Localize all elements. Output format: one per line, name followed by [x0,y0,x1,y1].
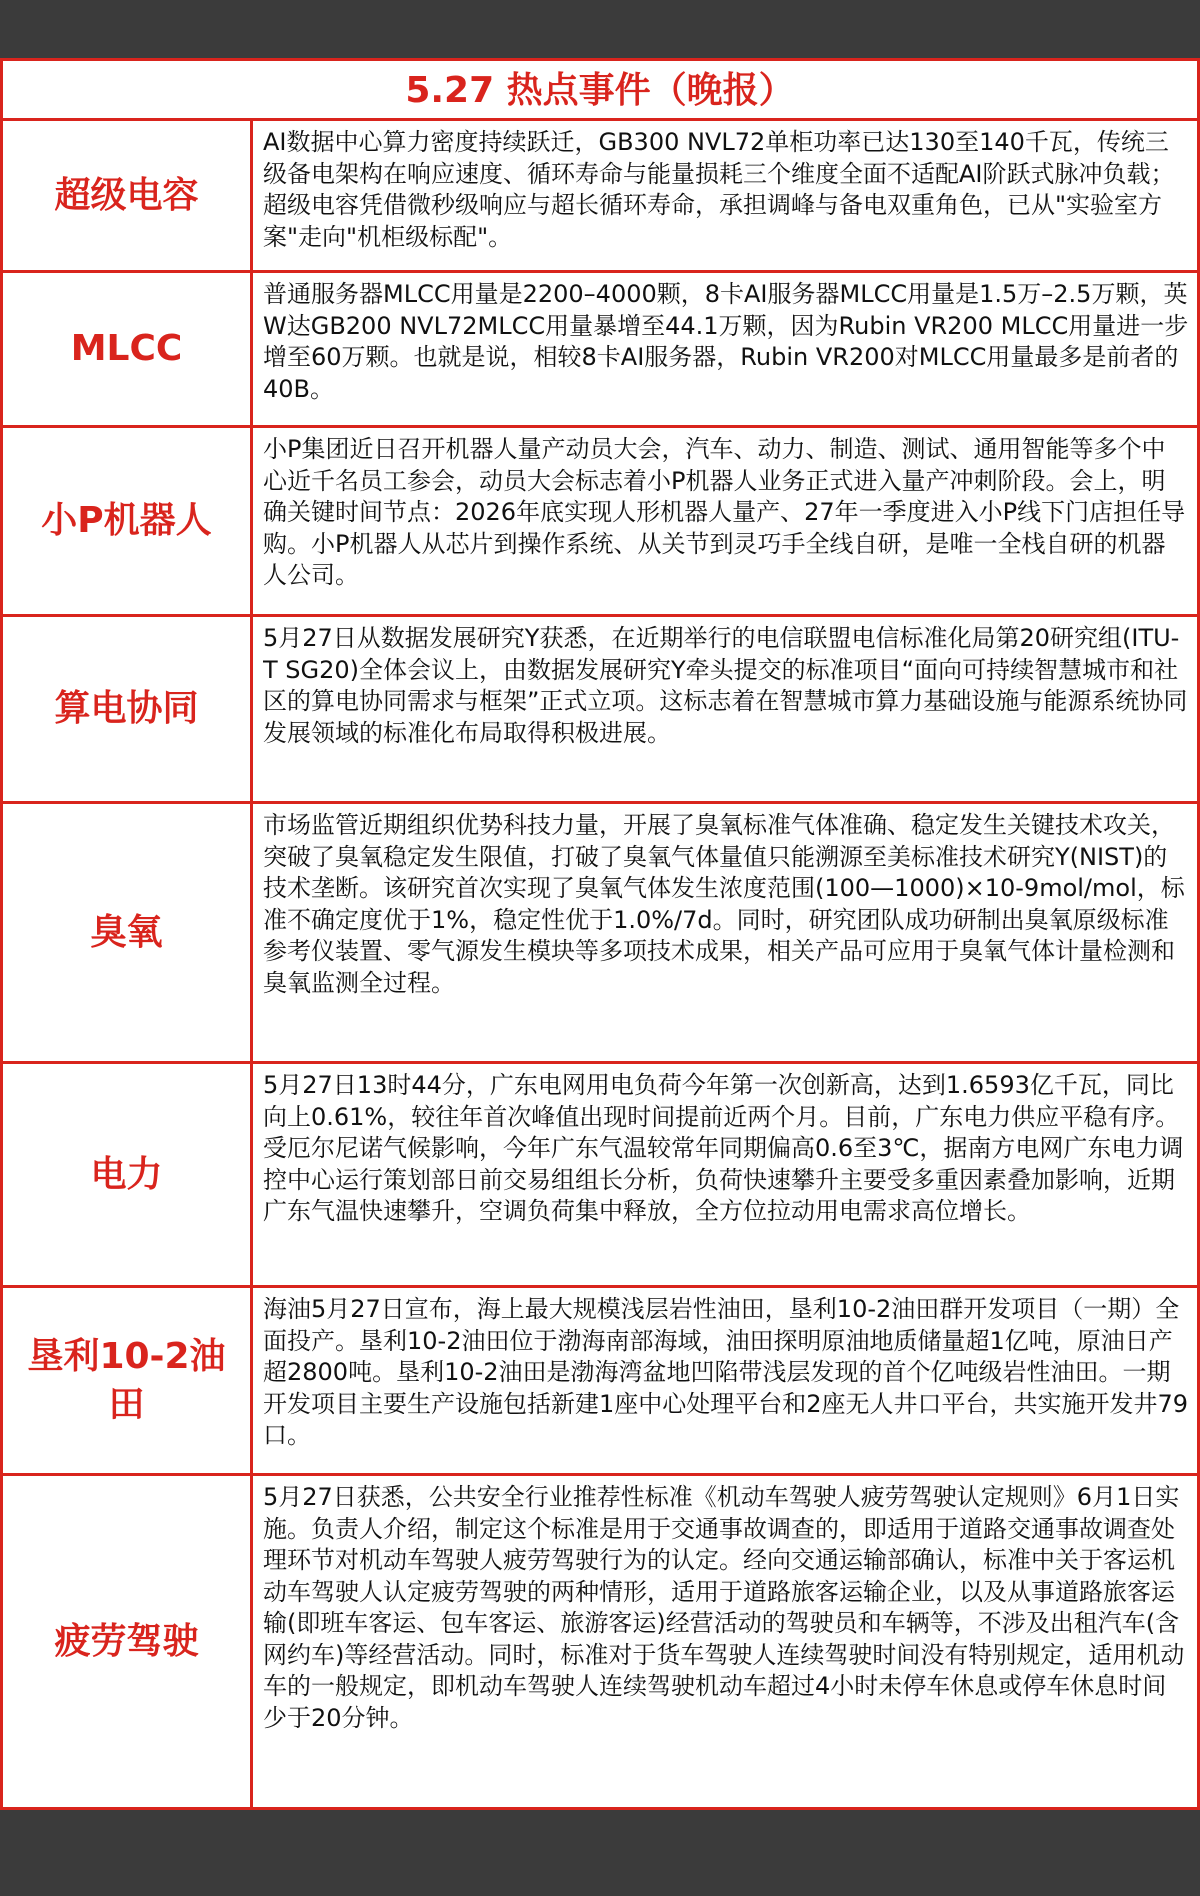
news-row-supercapacitor [3,121,1197,273]
row-text: 市场监管近期组织优势科技力量，开展了臭氧标准气体准确、稳定发生关键技术攻关，突破了臭氧稳定发生限值，打破了臭氧气体量值只能溯源至美标准技术研究Y(NIST)的技术垄断。该研究首次实现了臭氧气体发生浓度范围(100—1000)×10-9mol/mol，标准不确定度优于1%，稳定性优于1.0%/7d。同时，研究团队成功研制出臭氧原级标准参考仪装置、零气源发生模块等多项技术成果，相关产品可应用于臭氧气体计量检测和臭氧监测全过程。 [263,811,1185,997]
row-text: 5月27日13时44分，广东电网用电负荷今年第一次创新高，达到1.6593亿千瓦，同比向上0.61%，较往年首次峰值出现时间提前近两个月。目前，广东电力供应平稳有序。受厄尔尼诺气候影响，今年广东气温较常年同期偏高0.6至3℃，据南方电网广东电力调控中心运行策划部日前交易组组长分析，负荷快速攀升主要受多重因素叠加影响，近期广东气温快速攀升，空调负荷集中释放，全方位拉动用电需求高位增长。 [263,1071,1184,1225]
news-row-ozone [3,804,1197,1064]
row-label: 电力 [3,1064,253,1285]
row-text: AI数据中心算力密度持续跃迁，GB300 NVL72单柜功率已达130至140千瓦，传统三级备电架构在响应速度、循环寿命与能量损耗三个维度全面不适配AI阶跃式脉冲负载；超级电容凭借微秒级响应与超长循环寿命，承担调峰与备电双重角色，已从"实验室方案"走向"机柜级标配"。 [263,128,1175,251]
news-row-electric-power [3,1064,1197,1288]
row-text: 海油5月27日宣布，海上最大规模浅层岩性油田，垦利10-2油田群开发项目（一期）全面投产。垦利10-2油田位于渤海南部海域，油田探明原油地质储量超1亿吨，原油日产超2800吨。垦利10-2油田是渤海湾盆地凹陷带浅层发现的首个亿吨级岩性油田。一期开发项目主要生产设施包括新建1座中心处理平台和2座无人井口平台，共实施开发井79口。 [263,1295,1189,1449]
row-label: 疲劳驾驶 [3,1476,253,1807]
row-label: 小P机器人 [3,428,253,614]
top-bar [0,0,1200,58]
news-row-compute-power [3,617,1197,804]
row-text: 普通服务器MLCC用量是2200–4000颗，8卡AI服务器MLCC用量是1.5万–2.5万颗，英W达GB200 NVL72MLCC用量暴增至44.1万颗，因为Rubin VR200 MLCC用量进一步增至60万颗。也就是说，相较8卡AI服务器，Rubin VR200对MLCC用量最多是前者的40B。 [263,280,1189,403]
news-row-robot [3,428,1197,617]
row-label: 算电协同 [3,617,253,801]
row-label: 臭氧 [3,804,253,1061]
row-text: 5月27日从数据发展研究Y获悉，在近期举行的电信联盟电信标准化局第20研究组(ITU-T SG20)全体会议上，由数据发展研究Y牵头提交的标准项目“面向可持续智慧城市和社区的算电协同需求与框架”正式立项。这标志着在智慧城市算力基础设施与能源系统协同发展领域的标准化布局取得积极进展。 [263,624,1188,747]
news-row-mlcc [3,273,1197,428]
row-label: MLCC [3,273,253,425]
news-row-fatigue-driving [3,1476,1197,1807]
news-sheet [0,58,1200,1810]
row-text: 小P集团近日召开机器人量产动员大会，汽车、动力、制造、测试、通用智能等多个中心近千名员工参会，动员大会标志着小P机器人业务正式进入量产冲刺阶段。会上，明确关键时间节点：2026年底实现人形机器人量产、27年一季度进入小P线下门店担任导购。小P机器人从芯片到操作系统、从关节到灵巧手全线自研，是唯一全栈自研的机器人公司。 [263,435,1186,589]
news-row-oilfield [3,1288,1197,1476]
row-text: 5月27日获悉，公共安全行业推荐性标准《机动车驾驶人疲劳驾驶认定规则》6月1日实施。负责人介绍，制定这个标准是用于交通事故调查的，即适用于道路交通事故调查处理环节对机动车驾驶人疲劳驾驶行为的认定。经向交通运输部确认，标准中关于客运机动车驾驶人认定疲劳驾驶的两种情形，适用于道路旅客运输企业，以及从事道路旅客运输(即班车客运、包车客运、旅游客运)经营活动的驾驶员和车辆等，不涉及出租汽车(含网约车)等经营活动。同时，标准对于货车驾驶人连续驾驶时间没有特别规定，适用机动车的一般规定，即机动车驾驶人连续驾驶机动车超过4小时未停车休息或停车休息时间少于20分钟。 [263,1483,1185,1732]
bottom-bar [0,1810,1200,1896]
row-label: 垦利10-2油田 [3,1288,253,1473]
row-label: 超级电容 [3,121,253,270]
page-title: 5.27 热点事件（晚报） [3,61,1197,121]
